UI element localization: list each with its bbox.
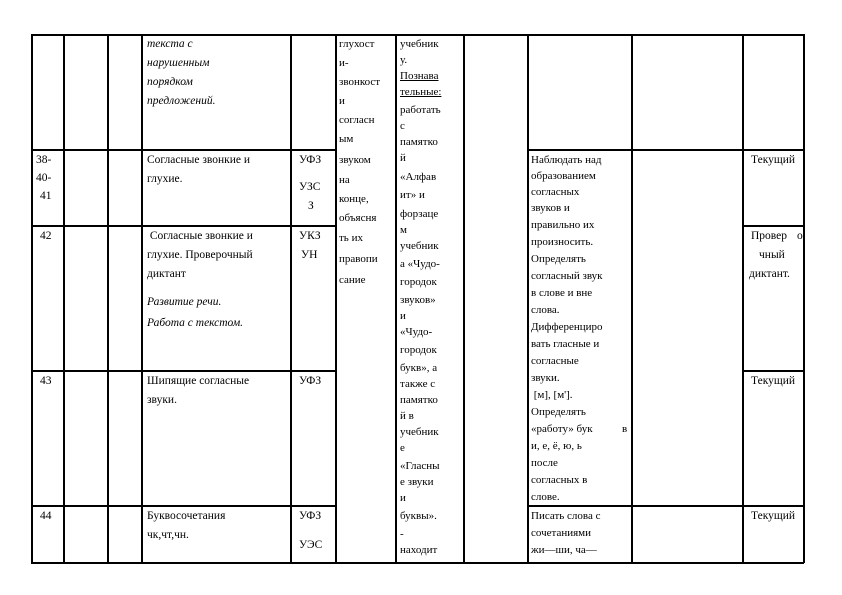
uud-line: «Гласны [400, 460, 440, 472]
content-line: на [339, 174, 350, 186]
activity-line: согласные [531, 355, 579, 367]
col-border-8 [527, 34, 529, 563]
uud-line: у. [400, 54, 408, 66]
uud-line: й [400, 152, 406, 164]
activity-line: и, е, ё, ю, ь [531, 440, 582, 452]
row3-topic-2: звуки. [147, 394, 177, 406]
activity-line: Писать слова с [531, 510, 601, 522]
uud-line: й в [400, 410, 414, 422]
activity-line: правильно их [531, 219, 595, 231]
activity-line: [м], [м']. [531, 389, 573, 401]
uud-line: ит» и [400, 189, 425, 201]
row1-control: Текущий [751, 154, 796, 166]
row1-num-2: 40- [36, 172, 52, 184]
col-border-7 [463, 34, 465, 563]
uud-line: буквы». [400, 510, 437, 522]
uud-line: звуков» [400, 294, 436, 306]
top-topic-line-1: текста с [147, 38, 193, 50]
row4-topic-2: чк,чт,чн. [147, 529, 189, 541]
row1-type-1: УФЗ [299, 154, 322, 166]
row2-topic-2: глухие. Проверочный [147, 249, 253, 261]
uud-line: с [400, 120, 405, 132]
activity-line: Определять [531, 253, 586, 265]
row2-dev-1: Развитие речи. [147, 296, 222, 308]
activity-line: сочетаниями [531, 527, 592, 539]
row2-type-2: УН [301, 249, 318, 261]
uud-line: также с [400, 378, 436, 390]
row1-type-3: З [308, 200, 314, 212]
activity-line: Наблюдать над [531, 154, 602, 166]
table-bottom-border [31, 562, 804, 564]
col-border-0 [31, 34, 33, 563]
content-line: звуком [339, 154, 371, 166]
col-border-10 [742, 34, 744, 563]
top-topic-line-4: предложений. [147, 95, 216, 107]
content-line: и [339, 95, 345, 107]
uud-cognitive-label-2: тельные: [400, 86, 442, 98]
uud-line: учебник [400, 240, 439, 252]
uud-line: городок [400, 276, 437, 288]
uud-line: е [400, 442, 405, 454]
row2-topic-3: диктант [147, 268, 186, 280]
activity-line: слове. [531, 491, 560, 503]
col-border-11 [803, 34, 805, 563]
uud-line: памятко [400, 394, 438, 406]
activity-line: согласный звук [531, 270, 603, 282]
content-line: правопи [339, 253, 378, 265]
activity-line: после [531, 457, 558, 469]
activity-line: «работу» бук [531, 423, 593, 435]
uud-line: учебник [400, 38, 439, 50]
uud-line: и [400, 492, 406, 504]
content-line: глухост [339, 38, 375, 50]
uud-line: - [400, 528, 404, 540]
row2-type-1: УКЗ [299, 230, 321, 242]
content-line: объясня [339, 212, 377, 224]
uud-line: букв», а [400, 362, 438, 374]
col-border-1 [63, 34, 65, 563]
activity-line: произносить. [531, 236, 594, 248]
row2-control-1: Провер [751, 230, 788, 242]
row-divider-1b [527, 149, 804, 151]
row4-control: Текущий [751, 510, 796, 522]
uud-cognitive-label: Познава [400, 70, 439, 82]
row-divider-3b [742, 370, 804, 372]
activity-line: Дифференциро [531, 321, 603, 333]
content-line: конце, [339, 193, 369, 205]
activity-line: жи—ши, ча— [531, 544, 597, 556]
row3-control: Текущий [751, 375, 796, 387]
row2-control-3: чный [759, 249, 785, 261]
row2-dev-2: Работа с текстом. [147, 317, 244, 329]
uud-line: учебник [400, 426, 439, 438]
top-topic-line-3: порядком [147, 76, 193, 88]
activity-line: звуки. [531, 372, 560, 384]
col-border-9 [631, 34, 633, 563]
content-line: ым [339, 133, 354, 145]
row4-topic-1: Буквосочетания [147, 510, 226, 522]
row4-type-2: УЭС [299, 539, 323, 551]
row2-num: 42 [40, 230, 52, 242]
uud-line: е звуки [400, 476, 434, 488]
row3-num: 43 [40, 375, 52, 387]
row-divider-4b [527, 505, 804, 507]
uud-line: работать [400, 104, 441, 116]
col-border-4 [290, 34, 292, 563]
uud-line: м [400, 224, 407, 236]
row1-num-3: 41 [40, 190, 52, 202]
uud-line: городок [400, 344, 437, 356]
table-top-border [31, 34, 804, 36]
activity-line: слова. [531, 304, 560, 316]
activity-line: согласных в [531, 474, 588, 486]
activity-line: в [622, 423, 628, 435]
col-border-2 [107, 34, 109, 563]
row4-type-1: УФЗ [299, 510, 322, 522]
row3-topic-1: Шипящие согласные [147, 375, 250, 387]
row2-topic-1: Согласные звонкие и [147, 230, 253, 242]
content-line: сание [339, 274, 366, 286]
row1-topic-2: глухие. [147, 173, 183, 185]
content-line: звонкост [339, 76, 381, 88]
content-line: согласн [339, 114, 375, 126]
row1-num-1: 38- [36, 154, 52, 166]
row1-topic-1: Согласные звонкие и [147, 154, 251, 166]
uud-line: форзаце [400, 208, 439, 220]
activity-line: в слове и вне [531, 287, 593, 299]
uud-line: находит [400, 544, 438, 556]
row2-control-4: диктант. [749, 268, 790, 280]
row2-control-2: о [797, 230, 803, 242]
activity-line: Определять [531, 406, 586, 418]
uud-line: «Алфав [400, 171, 437, 183]
content-line: и- [339, 57, 349, 69]
activity-line: образованием [531, 170, 596, 182]
top-topic-line-2: нарушенным [147, 57, 210, 69]
col-border-3 [141, 34, 143, 563]
uud-line: а «Чудо- [400, 258, 440, 270]
row4-num: 44 [40, 510, 52, 522]
uud-line: памятко [400, 136, 438, 148]
content-line: ть их [339, 232, 363, 244]
activity-line: вать гласные и [531, 338, 600, 350]
row3-type: УФЗ [299, 375, 322, 387]
uud-line: «Чудо- [400, 326, 433, 338]
col-border-6 [395, 34, 397, 563]
activity-line: согласных [531, 186, 580, 198]
row-divider-2b [742, 225, 804, 227]
row1-type-2: УЗС [299, 181, 321, 193]
uud-line: и [400, 310, 406, 322]
col-border-5 [335, 34, 337, 563]
activity-line: звуков и [531, 202, 570, 214]
